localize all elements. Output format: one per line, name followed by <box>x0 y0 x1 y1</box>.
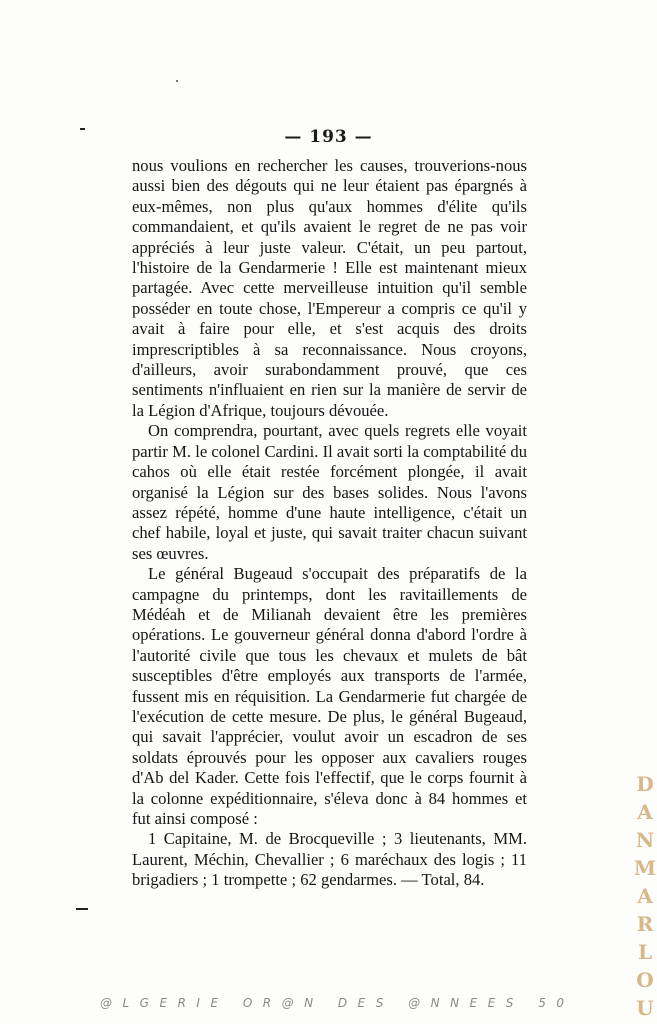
body-text <box>132 156 527 891</box>
side-watermark: DANMARLOU <box>633 772 657 1024</box>
footer-watermark: @LGERIE OR@N DES @NNEES 50 <box>100 996 575 1010</box>
page-number: — 193 — <box>284 127 373 147</box>
scan-speck <box>80 128 85 130</box>
scan-speck <box>76 908 88 910</box>
scan-speck <box>176 80 178 82</box>
paragraph-4: 1 Capitaine, M. de Brocqueville ; 3 lieutenants, MM. Laurent, Méchin, Chevallier ; 6 maréchaux des logis ; 11 brigadiers ; 1 trompette ; 62 gendarmes. — Total, 84. <box>132 829 527 890</box>
paragraph-1: nous voulions en rechercher les causes, trouverions-nous aussi bien des dégouts qui ne leur étaient pas épargnés à eux-mêmes, non plus qu'aux hommes d'élite qu'ils commandaient, et qu'ils avaient le regret de ne pas voir appréciés à leur juste valeur. C'était, un peu partout, l'histoire de la Gendarmerie ! Elle est maintenant mieux partagée. Avec cette merveilleuse intuition qu'il semble posséder en toute chose, l'Empereur a compris ce qu'il y avait à faire pour elle, et s'est acquis des droits imprescriptibles à sa reconnaissance. Nous croyons, d'ailleurs, avoir surabondamment prouvé, que ces sentiments n'influaient en rien sur la manière de servir de la Légion d'Afrique, toujours dévouée. <box>132 156 527 420</box>
paragraph-2: On comprendra, pourtant, avec quels regrets elle voyait partir M. le colonel Cardini. Il avait sorti la comptabilité du cahos où elle était restée forcément plongée, il avait organisé la Légion sur des bases solides. Nous l'avons assez répété, homme d'une haute intelligence, c'était un chef habile, loyal et juste, qui savait traiter chacun suivant ses œuvres. <box>132 421 527 563</box>
paragraph-3: Le général Bugeaud s'occupait des préparatifs de la campagne du printemps, dont les ravitaillements de Médéah et de Milianah devaient être les premières opérations. Le gouverneur général donna d'abord l'ordre à l'autorité civile que tous les chevaux et mulets de bât susceptibles d'être employés aux transports de l'armée, fussent mis en réquisition. La Gendarmerie fut chargée de l'exécution de cette mesure. De plus, le général Bugeaud, qui savait l'apprécier, voulut avoir un escadron de ses soldats éprouvés pour les opposer aux cavaliers rouges d'Ab del Kader. Cette fois l'effectif, que le corps fournit à la colonne expéditionnaire, s'éleva donc à 84 hommes et fut ainsi composé : <box>132 564 527 828</box>
